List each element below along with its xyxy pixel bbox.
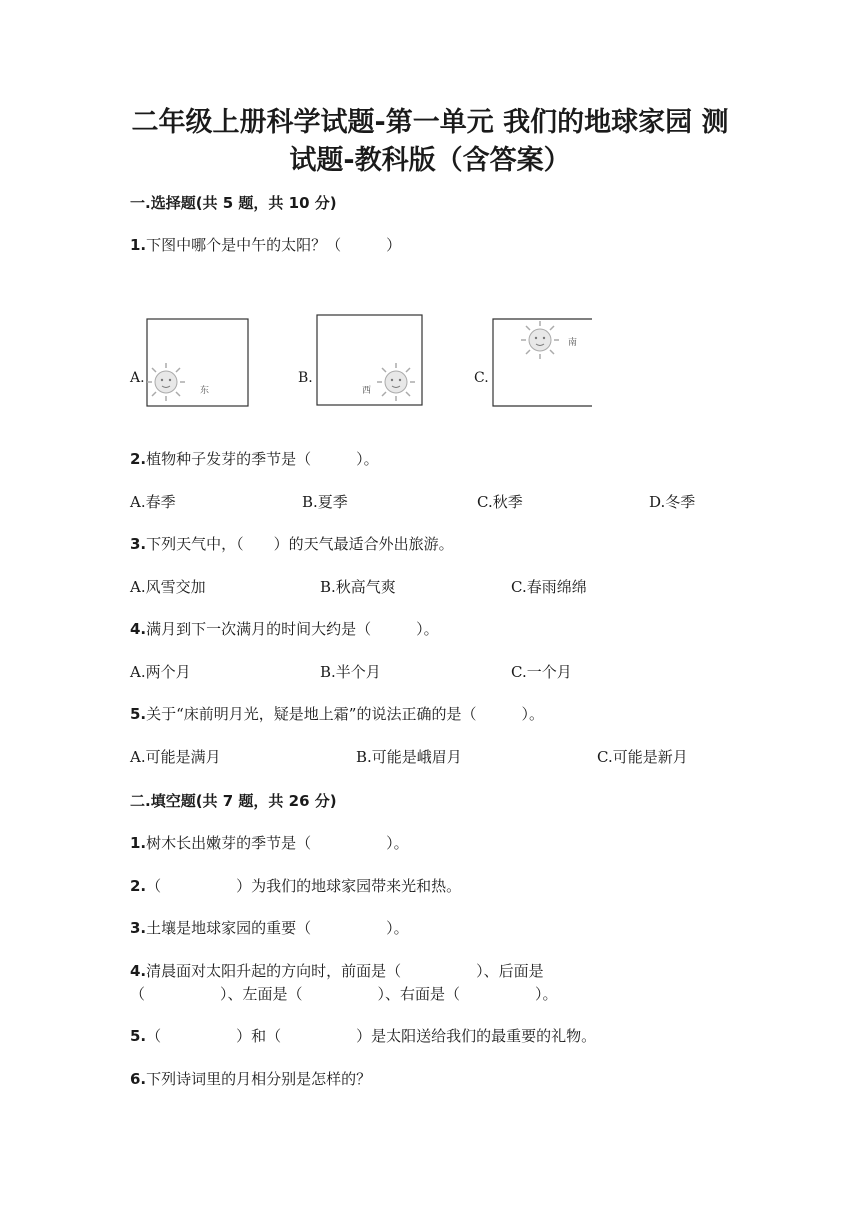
question-fill-3: [130, 917, 409, 939]
question-number: 6.: [130, 1070, 147, 1088]
question-text: （ ）为我们的地球家园带来光和热。: [146, 877, 462, 895]
question-number: 5.: [130, 1027, 147, 1045]
question-text: 土壤是地球家园的重要（ ）。: [146, 919, 409, 937]
question-text: 下列诗词里的月相分别是怎样的？: [146, 1070, 372, 1088]
question-text: 满月到下一次满月的时间大约是（ ）。: [146, 620, 439, 638]
question-fill-4: [130, 960, 544, 982]
direction-label: 西: [362, 386, 372, 396]
question-number: 1.: [130, 834, 147, 852]
question-number: 5.: [130, 705, 147, 723]
sun-icon: [377, 363, 415, 401]
option-a[interactable]: A.春季: [130, 493, 176, 511]
question-choice-1: [130, 234, 401, 256]
option-b[interactable]: B.夏季: [302, 493, 348, 511]
question-number: 3.: [130, 535, 147, 553]
question-fill-4-cont: （ ）、左面是（ ）、右面是（ ）。: [130, 985, 558, 1003]
figure-c-label: C.: [474, 370, 489, 386]
question-number: 1.: [130, 236, 147, 254]
option-c[interactable]: C.春雨绵绵: [511, 578, 587, 596]
question-text: （ ）和（ ）是太阳送给我们的最重要的礼物。: [146, 1027, 597, 1045]
question-number: 4.: [130, 620, 147, 638]
section-heading-fill: 二.填空题(共 7 题，共 26 分): [130, 792, 337, 810]
question-text: 下图中哪个是中午的太阳？（ ）: [146, 236, 402, 254]
question-choice-2: [130, 448, 379, 470]
question-fill-6: [130, 1068, 371, 1090]
option-b[interactable]: B.秋高气爽: [320, 578, 396, 596]
figure-a-label: A.: [130, 370, 145, 386]
question-text: 下列天气中，（ ）的天气最适合外出旅游。: [146, 535, 454, 553]
question-number: 3.: [130, 919, 147, 937]
title-line-1: 二年级上册科学试题-第一单元 我们的地球家园 测: [131, 107, 729, 138]
direction-label: 东: [200, 386, 210, 396]
option-b[interactable]: B.可能是峨眉月: [356, 748, 462, 766]
option-a[interactable]: A.可能是满月: [130, 748, 221, 766]
option-b[interactable]: B.半个月: [320, 663, 381, 681]
question-text: 植物种子发芽的季节是（ ）。: [146, 450, 379, 468]
option-c[interactable]: C.可能是新月: [597, 748, 688, 766]
section-heading-choice: 一.选择题(共 5 题，共 10 分): [130, 194, 337, 212]
question-number: 4.: [130, 962, 147, 980]
title-line-2: 试题-教科版（含答案）: [289, 145, 571, 176]
question-text: 清晨面对太阳升起的方向时，前面是（ ）、后面是: [146, 962, 544, 980]
question-choice-3: [130, 533, 454, 555]
question-choice-4: [130, 618, 439, 640]
figure-c: [492, 318, 594, 408]
direction-label: 南: [568, 338, 578, 348]
option-a[interactable]: A.风雪交加: [130, 578, 206, 596]
option-a[interactable]: A.两个月: [130, 663, 191, 681]
question-number: 2.: [130, 450, 147, 468]
figure-b-label: B.: [298, 370, 313, 386]
option-d[interactable]: D.冬季: [649, 493, 696, 511]
question-text: 树木长出嫩芽的季节是（ ）。: [146, 834, 409, 852]
option-c[interactable]: C.一个月: [511, 663, 572, 681]
question-fill-5: [130, 1025, 596, 1047]
question-number: 2.: [130, 877, 147, 895]
question-fill-2: [130, 875, 461, 897]
figure-b: [316, 314, 424, 408]
figure-a: [146, 318, 250, 408]
question-choice-5: [130, 703, 544, 725]
page-title: [100, 104, 760, 180]
question-fill-1: [130, 832, 409, 854]
sun-icon: [147, 363, 185, 401]
option-c[interactable]: C.秋季: [477, 493, 523, 511]
sun-icon: [521, 321, 559, 359]
question-text: 关于“床前明月光，疑是地上霜”的说法正确的是（ ）。: [146, 705, 544, 723]
